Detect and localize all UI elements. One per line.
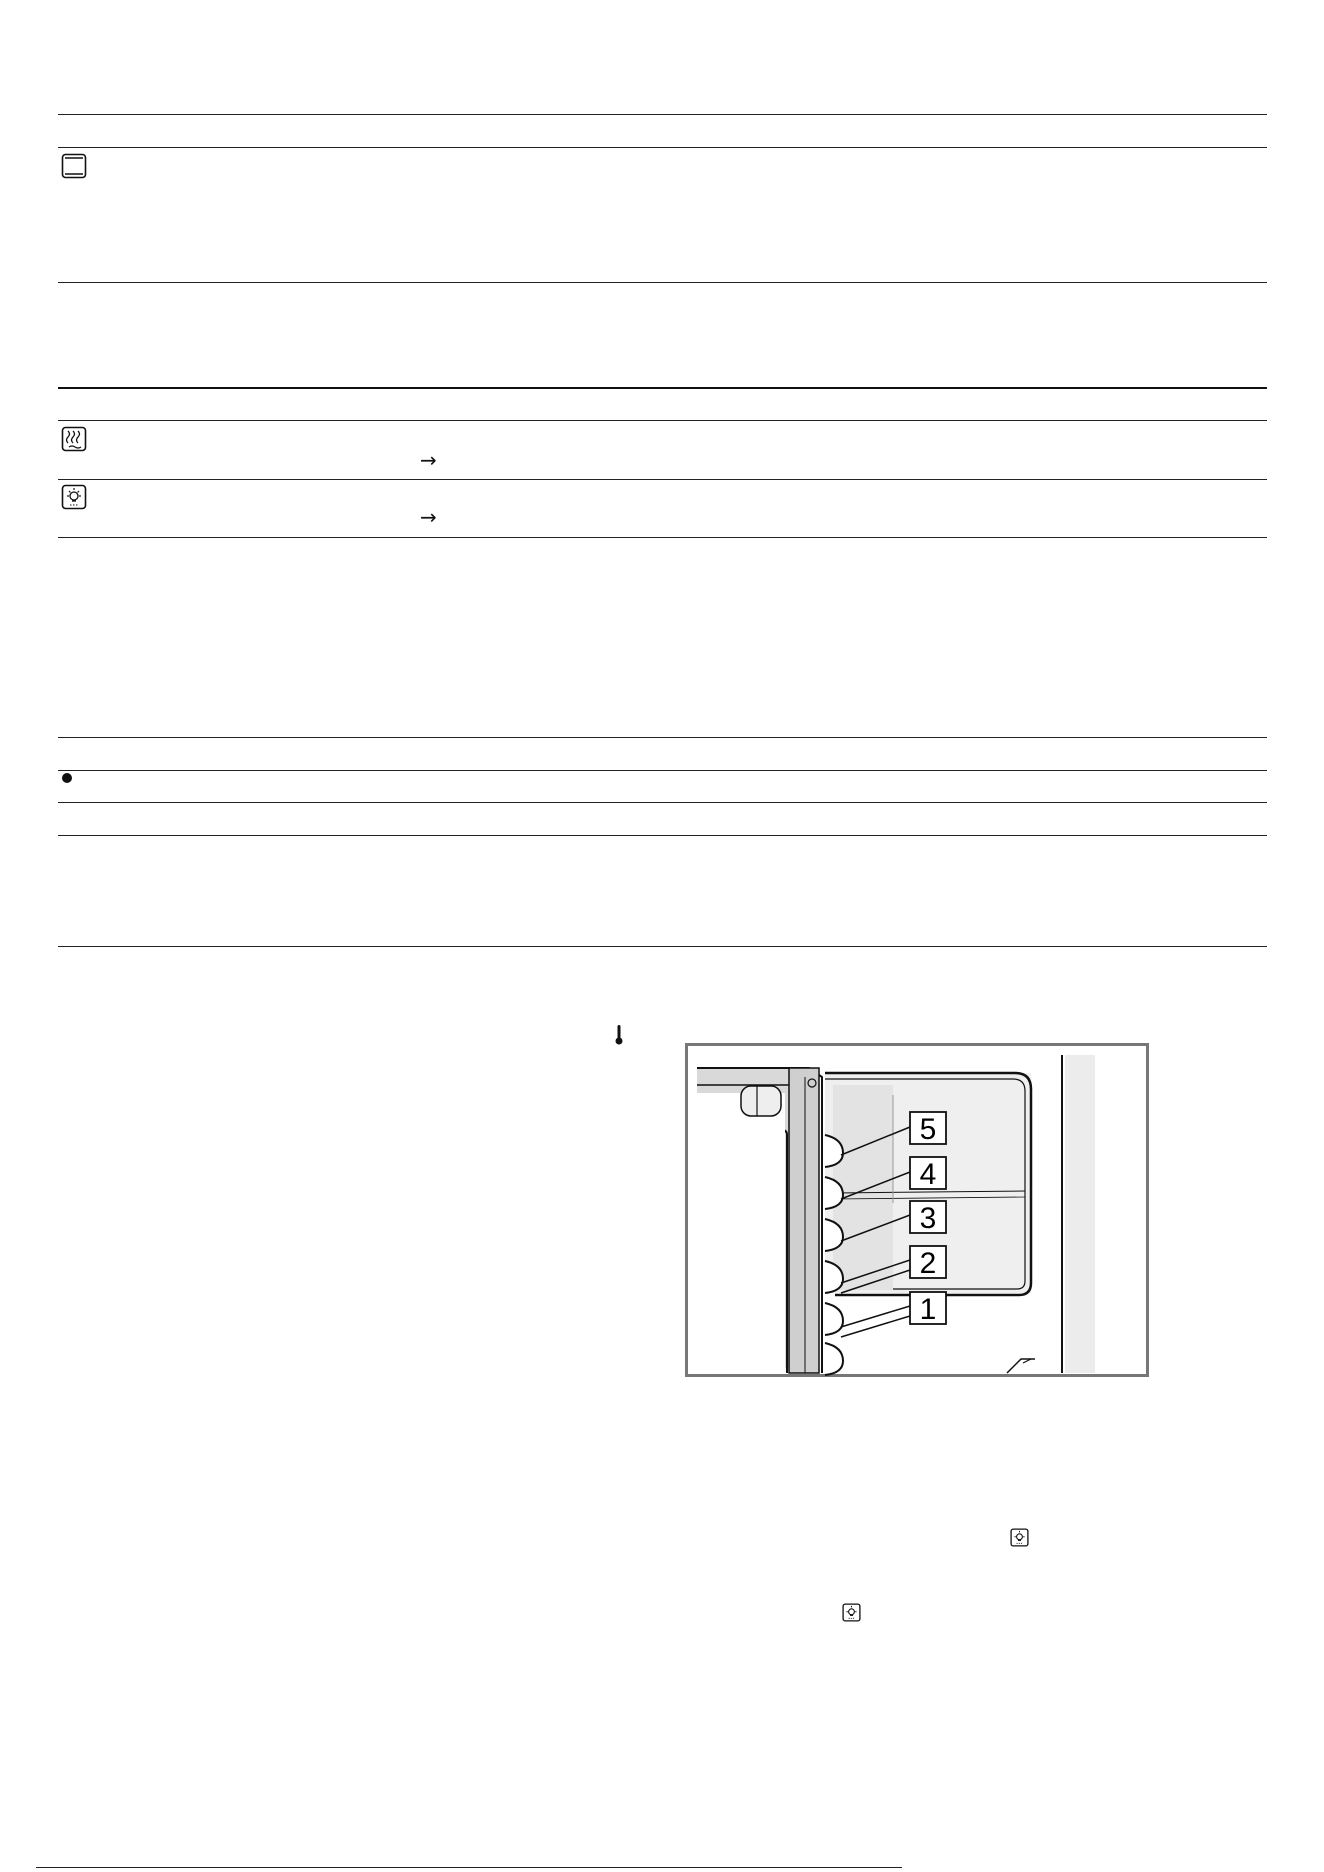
oven-light-icon bbox=[61, 484, 87, 510]
table-rule bbox=[58, 114, 1267, 115]
table-rule bbox=[58, 802, 1267, 803]
thermometer-icon bbox=[614, 1024, 624, 1046]
shelf-level-label: 1 bbox=[919, 1293, 937, 1326]
shelf-level-label: 4 bbox=[919, 1158, 937, 1191]
oven-top-bottom-heat-icon bbox=[61, 153, 87, 179]
hot-air-icon bbox=[61, 426, 87, 452]
oven-light-icon bbox=[842, 1603, 861, 1622]
page-footer-rule bbox=[36, 1867, 902, 1868]
shelf-level-label: 5 bbox=[919, 1113, 937, 1146]
table-rule bbox=[58, 770, 1267, 771]
table-rule bbox=[58, 835, 1267, 836]
table-rule bbox=[58, 282, 1267, 283]
table-rule bbox=[58, 147, 1267, 148]
oven-light-icon bbox=[1010, 1528, 1029, 1547]
table-rule bbox=[58, 479, 1267, 480]
bullet-dot-icon bbox=[60, 771, 74, 785]
table-rule bbox=[58, 387, 1267, 389]
table-rule bbox=[58, 537, 1267, 538]
table-rule bbox=[58, 737, 1267, 738]
shelf-level-label: 2 bbox=[919, 1247, 937, 1280]
shelf-level-labels bbox=[910, 1112, 946, 1326]
arrow-icon: → bbox=[420, 448, 437, 472]
table-rule bbox=[58, 946, 1267, 947]
oven-shelf-levels-figure bbox=[685, 1043, 1149, 1377]
table-rule bbox=[58, 420, 1267, 421]
arrow-icon: → bbox=[420, 505, 437, 529]
shelf-level-label: 3 bbox=[919, 1202, 937, 1235]
